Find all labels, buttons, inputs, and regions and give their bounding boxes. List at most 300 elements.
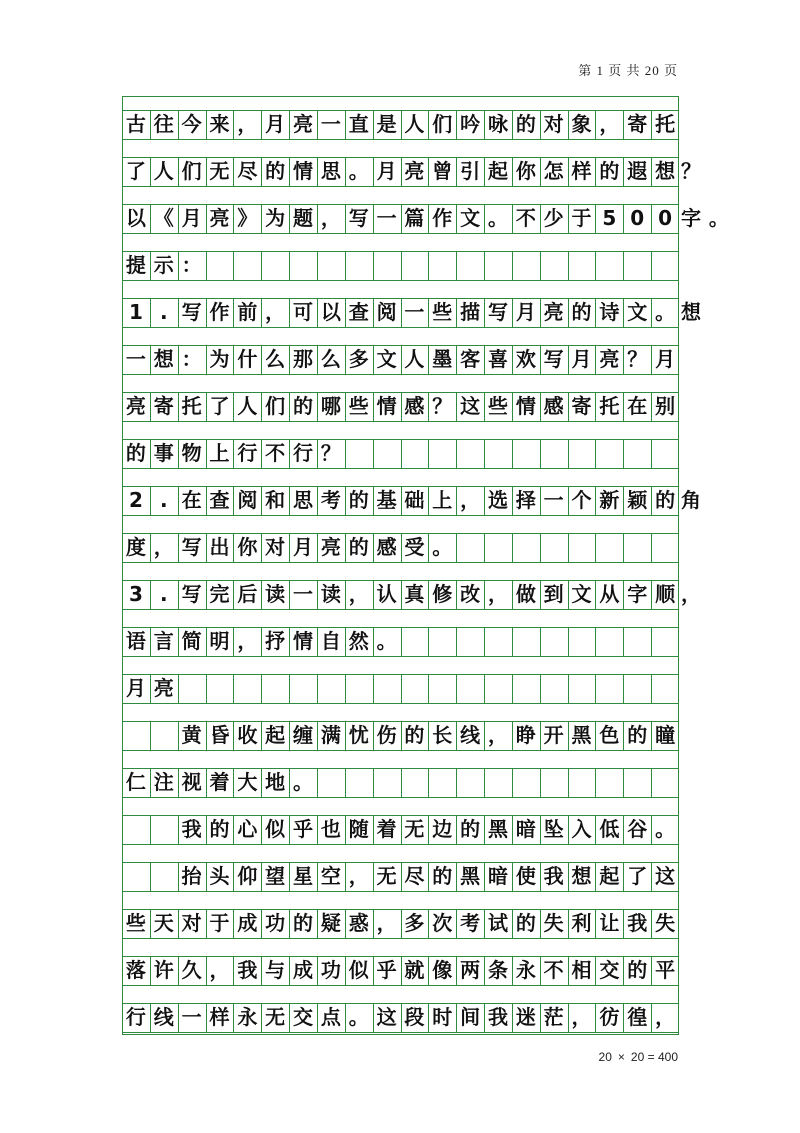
grid-cell-divider <box>512 439 513 468</box>
grid-character: 多 <box>348 347 369 371</box>
grid-character: 哪 <box>320 394 341 418</box>
grid-character: ， <box>571 1005 592 1029</box>
grid-character: 与 <box>265 958 286 982</box>
grid-cell-divider <box>512 674 513 703</box>
grid-cell-divider <box>206 674 207 703</box>
grid-band-bottom <box>122 139 679 140</box>
grid-character: 些 <box>125 911 146 935</box>
grid-character: 引 <box>460 159 481 183</box>
grid-character: 线 <box>460 723 481 747</box>
grid-character: 月 <box>515 300 536 324</box>
grid-character: 似 <box>265 817 286 841</box>
grid-cell-divider <box>512 533 513 562</box>
grid-character: 吟 <box>460 112 481 136</box>
grid-character: 随 <box>348 817 369 841</box>
grid-character: 人 <box>237 394 258 418</box>
grid-character: 月 <box>293 535 314 559</box>
grid-character: 示 <box>153 253 174 277</box>
grid-character: 交 <box>599 958 620 982</box>
grid-character: 想 <box>655 159 676 183</box>
grid-character: 的 <box>515 911 536 935</box>
grid-character: 人 <box>404 347 425 371</box>
grid-cell-divider <box>317 674 318 703</box>
grid-cell-divider <box>484 768 485 797</box>
grid-character: 了 <box>627 864 648 888</box>
grid-character: 惑 <box>348 911 369 935</box>
grid-character: ： <box>181 347 202 371</box>
grid-character: 描 <box>460 300 481 324</box>
grid-character: 上 <box>432 488 453 512</box>
grid-cell-divider <box>456 768 457 797</box>
grid-character: 月 <box>655 347 676 371</box>
grid-cell-divider <box>456 674 457 703</box>
grid-character: 起 <box>599 864 620 888</box>
grid-character: 许 <box>153 958 174 982</box>
grid-character: 情 <box>515 394 536 418</box>
grid-border-bottom <box>122 1034 679 1035</box>
grid-columns-count: 20 <box>598 1050 612 1064</box>
grid-character: 么 <box>320 347 341 371</box>
grid-character: 功 <box>265 911 286 935</box>
times-sign: × <box>617 1050 625 1064</box>
grid-character: 3 <box>128 582 143 606</box>
grid-character: 查 <box>348 300 369 324</box>
grid-character: 的 <box>627 723 648 747</box>
grid-character: 完 <box>209 582 230 606</box>
grid-cell-divider <box>178 674 179 703</box>
grid-character: . <box>159 582 168 606</box>
grid-cell-divider <box>651 674 652 703</box>
grid-character: 真 <box>404 582 425 606</box>
grid-character: 我 <box>237 958 258 982</box>
grid-cell-divider <box>595 251 596 280</box>
grid-cell-divider <box>651 439 652 468</box>
grid-character: 的 <box>627 958 648 982</box>
grid-band-bottom <box>122 656 679 657</box>
grid-cell-divider <box>401 439 402 468</box>
grid-character: 开 <box>543 723 564 747</box>
grid-character: 上 <box>209 441 230 465</box>
grid-character: 了 <box>125 159 146 183</box>
composition-grid <box>122 96 729 1035</box>
grid-character: 顺 <box>655 582 676 606</box>
grid-character: 作 <box>209 300 230 324</box>
grid-character: 暗 <box>515 817 536 841</box>
grid-cell-divider <box>456 251 457 280</box>
grid-character: 一 <box>320 112 341 136</box>
grid-character: 0 <box>630 206 645 230</box>
grid-character: 前 <box>237 300 258 324</box>
grid-character: 低 <box>599 817 620 841</box>
grid-character: 。 <box>348 159 369 183</box>
grid-character: 起 <box>265 723 286 747</box>
grid-cell-divider <box>428 251 429 280</box>
grid-character: 亮 <box>209 206 230 230</box>
grid-cell-divider <box>428 439 429 468</box>
grid-character: 篇 <box>404 206 425 230</box>
grid-character: 一 <box>404 300 425 324</box>
grid-character: 茫 <box>543 1005 564 1029</box>
grid-cell-divider <box>345 439 346 468</box>
grid-character: 直 <box>348 112 369 136</box>
grid-character: 考 <box>460 911 481 935</box>
grid-character: 文 <box>376 347 397 371</box>
grid-character: 久 <box>181 958 202 982</box>
grid-band-bottom <box>122 186 679 187</box>
grid-character: 往 <box>153 112 174 136</box>
grid-character: 尽 <box>404 864 425 888</box>
grid-character: 我 <box>487 1005 508 1029</box>
grid-cell-divider <box>623 533 624 562</box>
grid-character: 寄 <box>153 394 174 418</box>
grid-character: ？ <box>627 347 648 371</box>
grid-character: 地 <box>265 770 286 794</box>
grid-character: 落 <box>125 958 146 982</box>
grid-character: 文 <box>627 300 648 324</box>
grid-cell-divider <box>150 815 151 844</box>
grid-character: 长 <box>432 723 453 747</box>
grid-character: 像 <box>432 958 453 982</box>
grid-character: ？ <box>320 441 341 465</box>
grid-character: 望 <box>265 864 286 888</box>
grid-character: 月 <box>265 112 286 136</box>
grid-cell-divider <box>345 768 346 797</box>
grid-character: 古 <box>125 112 146 136</box>
grid-character: 伤 <box>376 723 397 747</box>
grid-character: 两 <box>460 958 481 982</box>
grid-cell-divider <box>345 251 346 280</box>
grid-character: 的 <box>599 159 620 183</box>
grid-character: . <box>159 488 168 512</box>
grid-character: 就 <box>404 958 425 982</box>
grid-character: 缠 <box>293 723 314 747</box>
grid-band-bottom <box>122 891 679 892</box>
grid-character: 情 <box>293 629 314 653</box>
grid-character: ， <box>209 958 230 982</box>
grid-character: ， <box>655 1005 676 1029</box>
grid-character: ， <box>599 112 620 136</box>
grid-character: 题 <box>293 206 314 230</box>
grid-character: 迷 <box>515 1005 536 1029</box>
grid-cell-divider <box>568 533 569 562</box>
grid-character: 不 <box>265 441 286 465</box>
grid-character: 些 <box>432 300 453 324</box>
grid-total: = 400 <box>647 1050 678 1064</box>
grid-character: 相 <box>571 958 592 982</box>
grid-cell-divider <box>373 768 374 797</box>
grid-character: 后 <box>237 582 258 606</box>
grid-character: 受 <box>404 535 425 559</box>
grid-character: 写 <box>543 347 564 371</box>
grid-character: ， <box>681 582 701 606</box>
grid-character: 。 <box>293 770 314 794</box>
grid-character: 认 <box>376 582 397 606</box>
grid-character: 曾 <box>432 159 453 183</box>
grid-character: 别 <box>655 394 676 418</box>
grid-character: 头 <box>209 864 230 888</box>
grid-character: 行 <box>293 441 314 465</box>
grid-character: 。 <box>655 300 676 324</box>
grid-rows-count: 20 <box>630 1050 645 1064</box>
grid-character: 少 <box>543 206 564 230</box>
grid-character: ， <box>237 629 258 653</box>
grid-cell-divider <box>568 251 569 280</box>
grid-capacity-footer <box>599 1050 678 1064</box>
grid-character: 样 <box>571 159 592 183</box>
grid-band-bottom <box>122 421 679 422</box>
grid-band-bottom <box>122 703 679 704</box>
grid-character: 利 <box>571 911 592 935</box>
grid-cell-divider <box>401 251 402 280</box>
grid-character: 这 <box>655 864 676 888</box>
grid-character: 的 <box>348 535 369 559</box>
grid-character: ， <box>265 300 286 324</box>
grid-cell-divider <box>428 627 429 656</box>
grid-character: 功 <box>320 958 341 982</box>
grid-character: 思 <box>293 488 314 512</box>
grid-cell-divider <box>345 674 346 703</box>
grid-character: 写 <box>181 535 202 559</box>
grid-character: 可 <box>293 300 314 324</box>
grid-cell-divider <box>540 533 541 562</box>
grid-character: 的 <box>432 864 453 888</box>
grid-cell-divider <box>568 768 569 797</box>
grid-character: 查 <box>209 488 230 512</box>
grid-cell-divider <box>651 533 652 562</box>
grid-character: 成 <box>237 911 258 935</box>
grid-character: 础 <box>404 488 425 512</box>
grid-character: 满 <box>320 723 341 747</box>
grid-character: 那 <box>293 347 314 371</box>
grid-cell-divider <box>456 439 457 468</box>
grid-character: 提 <box>125 253 146 277</box>
grid-character: 1 <box>128 300 143 324</box>
grid-character: 注 <box>153 770 174 794</box>
grid-character: 的 <box>460 817 481 841</box>
grid-character: 5 <box>602 206 617 230</box>
grid-character: 交 <box>293 1005 314 1029</box>
grid-character: 文 <box>460 206 481 230</box>
grid-character: 度 <box>125 535 146 559</box>
grid-character: 无 <box>209 159 230 183</box>
grid-character: ， <box>487 723 508 747</box>
grid-character: 的 <box>571 300 592 324</box>
grid-cell-divider <box>540 674 541 703</box>
grid-character: 喜 <box>487 347 508 371</box>
grid-character: 象 <box>571 112 592 136</box>
grid-character: 2 <box>128 488 143 512</box>
grid-character: 着 <box>376 817 397 841</box>
grid-character: 你 <box>237 535 258 559</box>
grid-cell-divider <box>568 439 569 468</box>
grid-cell-divider <box>595 439 596 468</box>
grid-character: 0 <box>658 206 673 230</box>
grid-character: 睁 <box>515 723 536 747</box>
grid-band-bottom <box>122 938 679 939</box>
grid-character: 抬 <box>181 864 202 888</box>
grid-character: ： <box>181 253 202 277</box>
grid-cell-divider <box>289 251 290 280</box>
grid-cell-divider <box>456 627 457 656</box>
grid-character: 写 <box>348 206 369 230</box>
grid-character: 写 <box>181 582 202 606</box>
grid-character: 寄 <box>571 394 592 418</box>
grid-character: 这 <box>376 1005 397 1029</box>
grid-character: 做 <box>515 582 536 606</box>
grid-cell-divider <box>150 721 151 750</box>
grid-cell-divider <box>540 627 541 656</box>
grid-cell-divider <box>401 768 402 797</box>
grid-character: 失 <box>655 911 676 935</box>
grid-character: 徨 <box>627 1005 648 1029</box>
grid-character: 今 <box>181 112 202 136</box>
grid-character: 感 <box>543 394 564 418</box>
grid-character: 视 <box>181 770 202 794</box>
grid-cell-divider <box>428 674 429 703</box>
grid-cell-divider <box>261 251 262 280</box>
grid-character: 人 <box>153 159 174 183</box>
grid-character: 一 <box>125 347 146 371</box>
grid-character: 似 <box>348 958 369 982</box>
grid-character: 次 <box>432 911 453 935</box>
grid-character: 亮 <box>320 535 341 559</box>
grid-character: 。 <box>487 206 508 230</box>
grid-character: 字 <box>627 582 648 606</box>
grid-cell-divider <box>623 627 624 656</box>
grid-character: 月 <box>181 206 202 230</box>
grid-band-bottom <box>122 468 679 469</box>
grid-cell-divider <box>317 251 318 280</box>
grid-character: 乎 <box>376 958 397 982</box>
grid-cell-divider <box>428 768 429 797</box>
grid-character: 条 <box>487 958 508 982</box>
grid-cell-divider <box>484 251 485 280</box>
grid-character: 彷 <box>599 1005 620 1029</box>
grid-character: 明 <box>209 629 230 653</box>
grid-character: 择 <box>515 488 536 512</box>
grid-character: 黑 <box>487 817 508 841</box>
grid-character: ， <box>348 864 369 888</box>
grid-character: 着 <box>209 770 230 794</box>
grid-character: 和 <box>265 488 286 512</box>
grid-character: 点 <box>320 1005 341 1029</box>
grid-character: ， <box>320 206 341 230</box>
grid-character: 不 <box>543 958 564 982</box>
grid-character: 情 <box>376 394 397 418</box>
grid-character: 。 <box>655 817 676 841</box>
grid-character: 星 <box>293 864 314 888</box>
grid-character: 一 <box>543 488 564 512</box>
grid-character: ， <box>376 911 397 935</box>
grid-character: 无 <box>376 864 397 888</box>
grid-cell-divider <box>261 674 262 703</box>
grid-character: 。 <box>708 206 729 230</box>
grid-character: 行 <box>125 1005 146 1029</box>
grid-character: 段 <box>404 1005 425 1029</box>
grid-character: 间 <box>460 1005 481 1029</box>
grid-cell-divider <box>373 674 374 703</box>
grid-character: 人 <box>404 112 425 136</box>
grid-character: 亮 <box>599 347 620 371</box>
grid-character: 仰 <box>237 864 258 888</box>
grid-character: 昏 <box>209 723 230 747</box>
grid-character: . <box>159 300 168 324</box>
grid-band-bottom <box>122 750 679 751</box>
grid-border-left <box>122 96 123 1035</box>
grid-character: 修 <box>432 582 453 606</box>
grid-character: 永 <box>515 958 536 982</box>
grid-character: 我 <box>181 817 202 841</box>
grid-band-bottom <box>122 515 679 516</box>
grid-character: 想 <box>153 347 174 371</box>
grid-band-bottom <box>122 1032 679 1033</box>
grid-character: 寄 <box>627 112 648 136</box>
grid-character: 物 <box>181 441 202 465</box>
grid-cell-divider <box>651 627 652 656</box>
grid-character: ， <box>153 535 174 559</box>
grid-character: 亮 <box>125 394 146 418</box>
grid-character: 乎 <box>293 817 314 841</box>
grid-character: 什 <box>237 347 258 371</box>
grid-character: ， <box>348 582 369 606</box>
grid-character: 考 <box>320 488 341 512</box>
grid-character: 感 <box>376 535 397 559</box>
grid-character: 月 <box>376 159 397 183</box>
grid-border-right <box>678 96 679 1035</box>
grid-cell-divider <box>150 862 151 891</box>
grid-character: 。 <box>376 629 397 653</box>
grid-character: 墨 <box>432 347 453 371</box>
grid-character: 读 <box>265 582 286 606</box>
grid-character: 些 <box>487 394 508 418</box>
grid-character: 样 <box>209 1005 230 1029</box>
grid-character: 情 <box>293 159 314 183</box>
grid-character: ？ <box>432 394 453 418</box>
grid-cell-divider <box>373 439 374 468</box>
grid-character: 的 <box>265 159 286 183</box>
grid-character: 一 <box>376 206 397 230</box>
grid-character: 是 <box>376 112 397 136</box>
grid-character: 的 <box>655 488 676 512</box>
grid-character: 无 <box>265 1005 286 1029</box>
grid-character: 也 <box>320 817 341 841</box>
grid-character: 对 <box>265 535 286 559</box>
grid-character: 阅 <box>237 488 258 512</box>
grid-character: 的 <box>125 441 146 465</box>
grid-character: 色 <box>599 723 620 747</box>
grid-character: 抒 <box>265 629 286 653</box>
grid-character: 读 <box>320 582 341 606</box>
grid-character: 的 <box>404 723 425 747</box>
grid-character: 起 <box>487 159 508 183</box>
grid-character: 到 <box>543 582 564 606</box>
grid-band-bottom <box>122 327 679 328</box>
grid-character: 字 <box>681 206 701 230</box>
grid-character: 欢 <box>515 347 536 371</box>
grid-character: 出 <box>209 535 230 559</box>
grid-character: 我 <box>543 864 564 888</box>
grid-character: 使 <box>515 864 536 888</box>
grid-cell-divider <box>233 674 234 703</box>
grid-cell-divider <box>289 674 290 703</box>
grid-cell-divider <box>540 251 541 280</box>
grid-character: 诗 <box>599 300 620 324</box>
grid-character: 言 <box>153 629 174 653</box>
grid-character: 亮 <box>404 159 425 183</box>
grid-character: 从 <box>599 582 620 606</box>
grid-cell-divider <box>595 768 596 797</box>
grid-character: 么 <box>265 347 286 371</box>
